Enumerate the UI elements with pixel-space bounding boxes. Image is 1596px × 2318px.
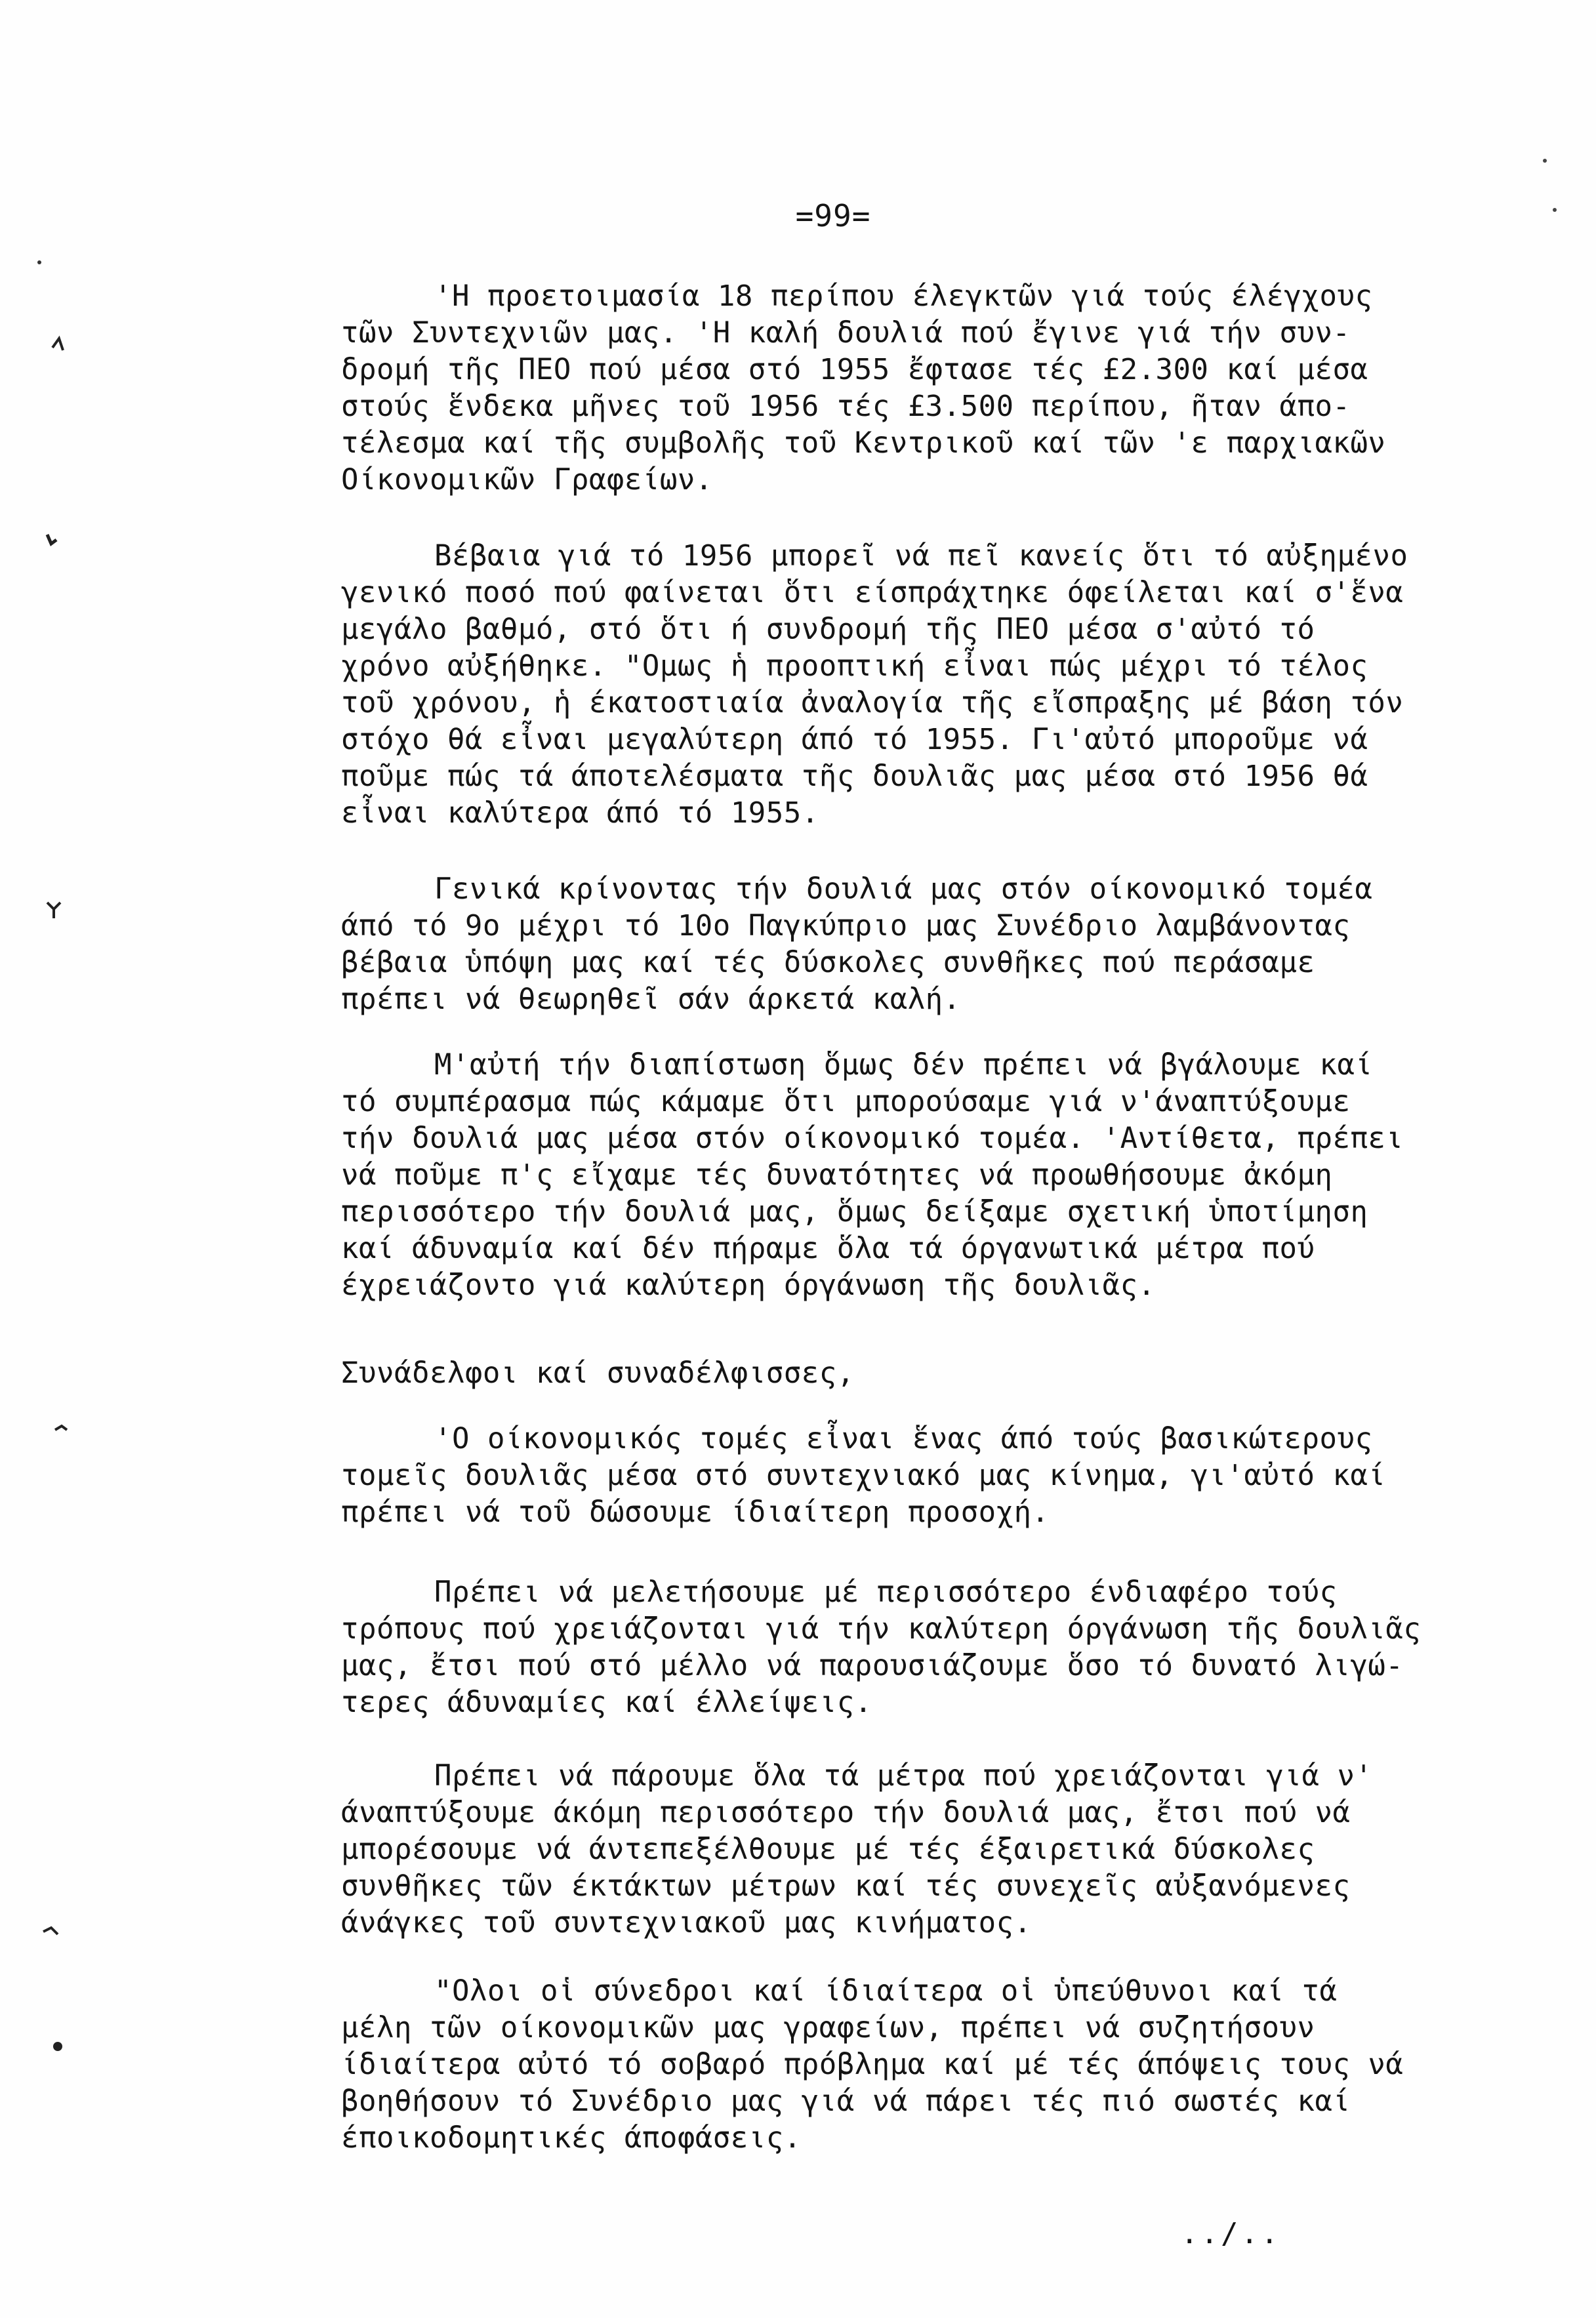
text-line: Γενικά κρίνοντας τήν δουλιά μας στόν οίκονομικό τομέα (434, 872, 1373, 906)
salutation-line: Συνάδελφοι καί συναδέλφισσες, (341, 1356, 855, 1390)
text-line: "Ολοι οἱ σύνεδροι καί ίδιαίτερα οἱ ὑπεύθυνοι καί τά (434, 1974, 1338, 2008)
text-line: Μ'αὐτή τήν διαπίστωση ὅμως δέν πρέπει νά βγάλουμε καί (434, 1048, 1373, 1082)
text-line: τέλεσμα καί τῆς συμβολῆς τοῦ Κεντρικοῦ καί τῶν 'ε παρχιακῶν (341, 426, 1386, 460)
continuation-mark: ../.. (1181, 2217, 1281, 2250)
scan-speck (55, 1426, 67, 1430)
text-line: Βέβαια γιά τό 1956 μπορεῖ νά πεῖ κανείς ὅτι τό αὐξημένο (434, 539, 1408, 573)
text-line: τρόπους πού χρειάζονται γιά τήν καλύτερη όργάνωση τῆς δουλιᾶς (341, 1612, 1422, 1646)
text-line: τήν δουλιά μας μέσα στόν οίκονομικό τομέα. 'Αντίθετα, πρέπει (341, 1122, 1404, 1155)
text-line: Πρέπει νά πάρουμε ὅλα τά μέτρα πού χρειάζονται γιά ν' (434, 1759, 1373, 1793)
text-line: χρόνο αὐξήθηκε. "Ομως ἡ προοπτική εἶναι πώς μέχρι τό τέλος (341, 649, 1368, 683)
text-line: δρομή τῆς ΠΕΟ πού μέσα στό 1955 ἔφτασε τές £2.300 καί μέσα (341, 353, 1368, 386)
text-line: ίδιαίτερα αὐτό τό σοβαρό πρόβλημα καί μέ τές άπόψεις τους νά (341, 2048, 1404, 2081)
text-line: μας, ἔτσι πού στό μέλλο νά παρουσιάζουμε ὅσο τό δυνατό λιγώ- (341, 1649, 1404, 1682)
page-number: =99= (795, 198, 871, 234)
text-line: τό συμπέρασμα πώς κάμαμε ὅτι μπορούσαμε γιά ν'άναπτύξουμε (341, 1085, 1351, 1118)
scan-speck (52, 338, 63, 350)
text-line: ποῦμε πώς τά άποτελέσματα τῆς δουλιᾶς μας μέσα στό 1956 θά (341, 760, 1368, 793)
text-line: 'Ο οίκονομικός τομές εἶναι ἕνας άπό τούς βασικώτερους (434, 1422, 1373, 1455)
text-line: στόχο θά εἶναι μεγαλύτερη άπό τό 1955. Γι'αὐτό μποροῦμε νά (341, 723, 1368, 756)
scan-speck (43, 1928, 58, 1934)
text-line: έποικοδομητικές άποφάσεις. (341, 2121, 802, 2155)
text-line: μέλη τῶν οίκονομικῶν μας γραφείων, πρέπει νά συζητήσουν (341, 2011, 1315, 2044)
text-line: βοηθήσουν τό Συνέδριο μας γιά νά πάρει τές πιό σωστές καί (341, 2084, 1351, 2118)
text-line: άνάγκες τοῦ συντεχνιακοῦ μας κινήματος. (341, 1906, 1032, 1940)
text-line: γενικό ποσό πού φαίνεται ὅτι είσπράχτηκε όφείλεται καί σ'ἕνα (341, 576, 1404, 609)
text-line: άναπτύξουμε άκόμη περισσότερο τήν δουλιά μας, ἔτσι πού νά (341, 1796, 1351, 1829)
text-line: νά ποῦμε π'ς εἴχαμε τές δυνατότητες νά προωθήσουμε ἀκόμη (341, 1158, 1333, 1192)
text-line: καί άδυναμία καί δέν πήραμε ὅλα τά όργανωτικά μέτρα πού (341, 1232, 1315, 1265)
text-line: πρέπει νά θεωρηθεῖ σάν άρκετά καλή. (341, 983, 961, 1016)
text-line: βέβαια ὑπόψη μας καί τές δύσκολες συνθῆκες πού περάσαμε (341, 946, 1315, 979)
scan-speck (1553, 208, 1557, 212)
text-line: πρέπει νά τοῦ δώσουμε ίδιαίτερη προσοχή. (341, 1495, 1050, 1529)
scan-speck (37, 260, 41, 264)
text-line: μεγάλο βαθμό, στό ὅτι ή συνδρομή τῆς ΠΕΟ μέσα σ'αὐτό τό (341, 613, 1315, 646)
text-line: Πρέπει νά μελετήσουμε μέ περισσότερο ένδιαφέρο τούς (434, 1576, 1338, 1609)
text-line: περισσότερο τήν δουλιά μας, ὅμως δείξαμε σχετική ὑποτίμηση (341, 1195, 1368, 1229)
text-line: εἶναι καλύτερα άπό τό 1955. (341, 796, 819, 830)
text-line: τερες άδυναμίες καί έλλείψεις. (341, 1686, 872, 1719)
text-line: μπορέσουμε νά άντεπεξέλθουμε μέ τές έξαιρετικά δύσκολες (341, 1833, 1315, 1866)
scan-speck (47, 903, 60, 918)
text-line: 'Η προετοιμασία 18 περίπου έλεγκτῶν γιά τούς έλέγχους (434, 279, 1373, 313)
text-line: τομεῖς δουλιᾶς μέσα στό συντεχνιακό μας κίνημα, γι'αὐτό καί (341, 1459, 1386, 1492)
text-line: Οίκονομικῶν Γραφείων. (341, 463, 713, 497)
text-line: συνθῆκες τῶν έκτάκτων μέτρων καί τές συνεχεῖς αὐξανόμενες (341, 1869, 1351, 1903)
scan-speck (53, 2042, 62, 2051)
text-line: τοῦ χρόνου, ἡ έκατοστιαία ἀναλογία τῆς εἴσπραξης μέ βάση τόν (341, 686, 1404, 720)
text-line: στούς ἕνδεκα μῆνες τοῦ 1956 τές £3.500 περίπου, ῆταν άπο- (341, 390, 1351, 423)
text-line: τῶν Συντεχνιῶν μας. 'Η καλή δουλιά πού ἔγινε γιά τήν συν- (341, 316, 1351, 350)
text-line: άπό τό 9ο μέχρι τό 10ο Παγκύπριο μας Συνέδριο λαμβάνοντας (341, 909, 1351, 943)
scan-speck (47, 535, 56, 544)
text-line: έχρειάζοντο γιά καλύτερη όργάνωση τῆς δουλιᾶς. (341, 1269, 1156, 1302)
scan-speck (1543, 159, 1547, 163)
